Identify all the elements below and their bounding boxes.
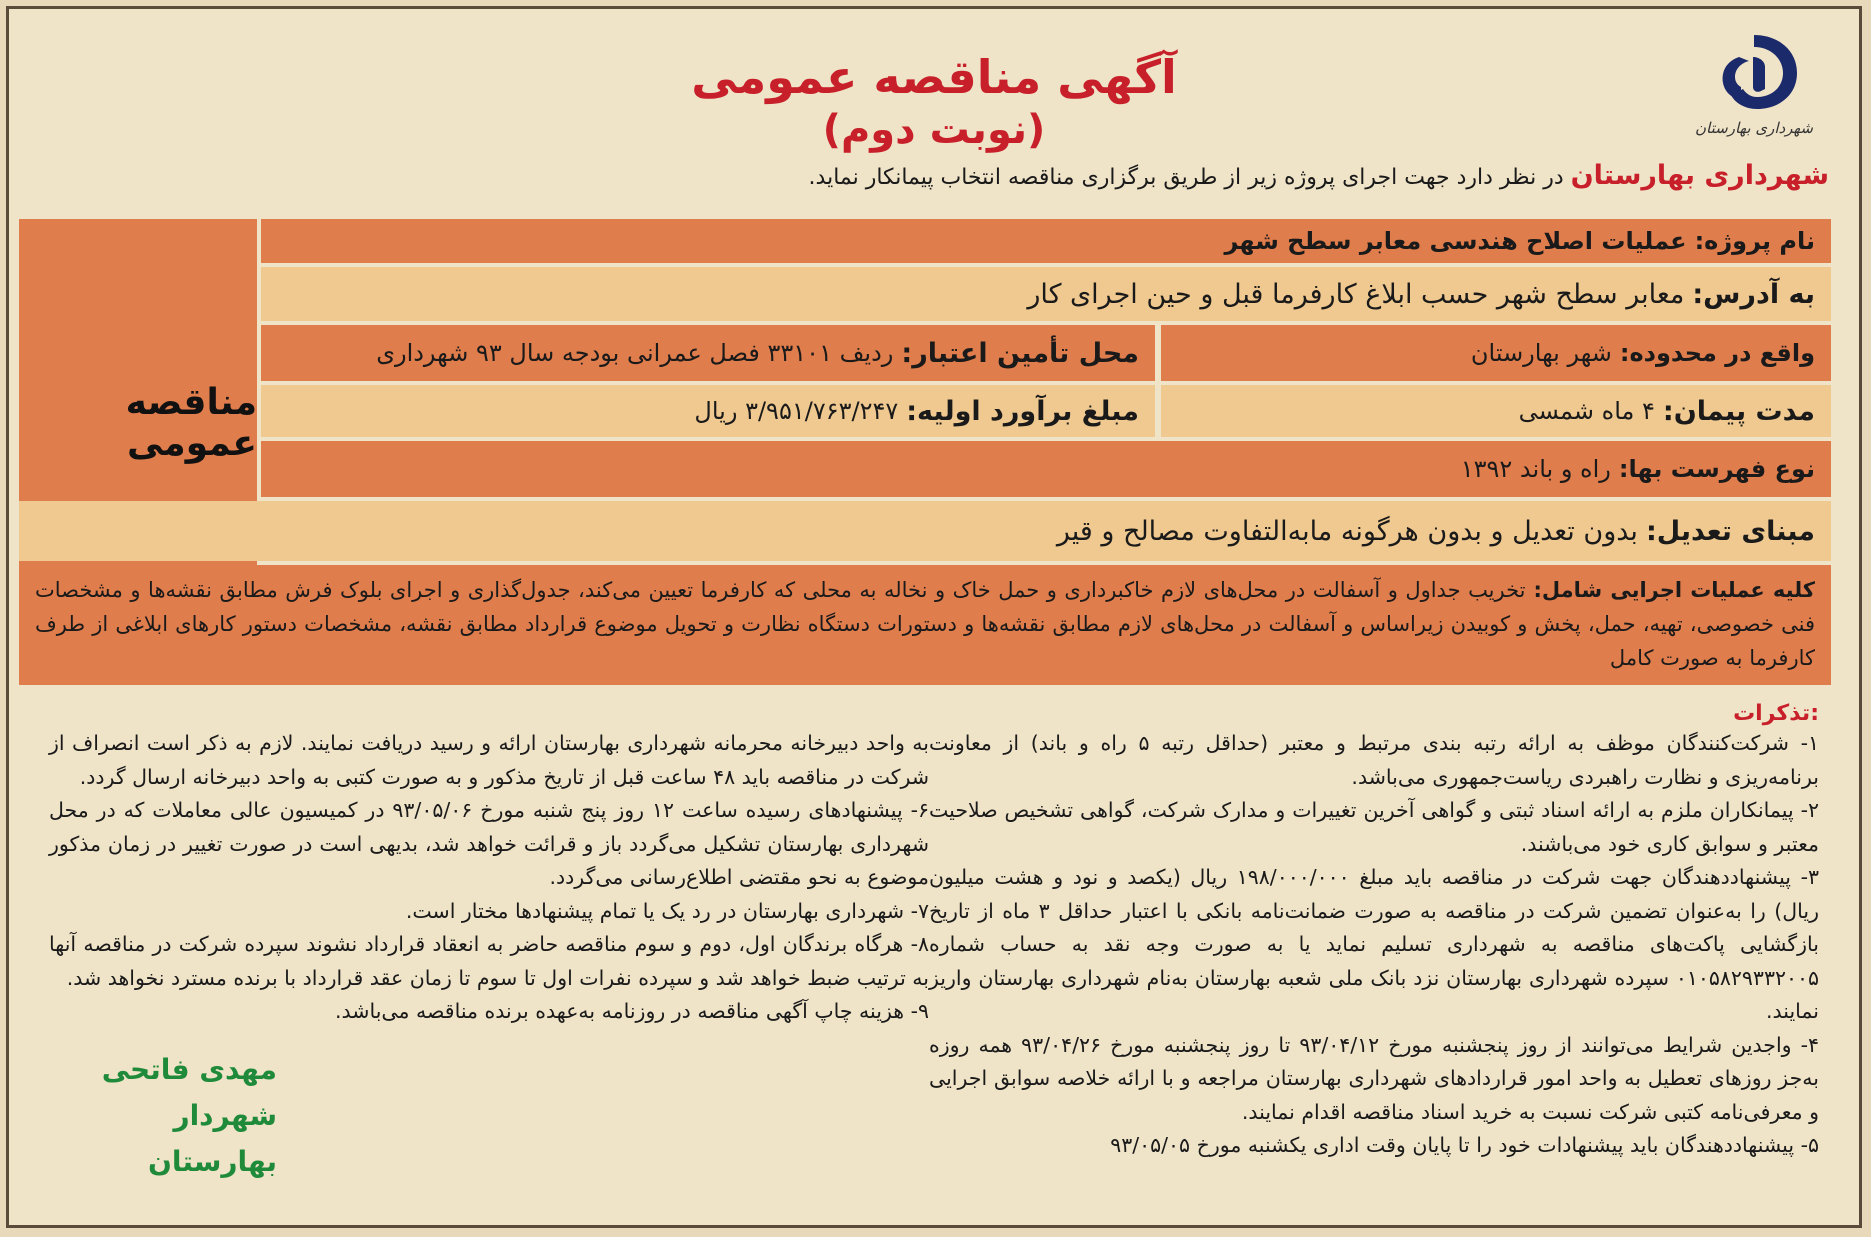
duration-label: مدت پیمان: [1662, 395, 1815, 427]
signature-block [57, 1047, 277, 1185]
project-label: نام پروژه: [1694, 227, 1815, 255]
row-operations [19, 565, 1831, 685]
cell-duration [1161, 385, 1831, 437]
signature-name: مهدی فاتحی [101, 1053, 277, 1086]
cell-estimate [261, 385, 1155, 437]
signature-title: شهردار بهارستان [147, 1099, 277, 1178]
row-address [261, 267, 1831, 321]
address-value: معابر سطح شهر حسب ابلاغ کارفرما قبل و حین اجرای کار [1027, 278, 1685, 310]
logo-caption: شهرداری بهارستان [1695, 119, 1813, 137]
adjust-value: بدون تعدیل و بدون هرگونه مابه‌التفاوت مصالح و قیر [1056, 515, 1638, 547]
notice-frame [6, 6, 1862, 1228]
intro-body: در نظر دارد جهت اجرای پروژه زیر از طریق برگزاری مناقصه انتخاب پیمانکار نماید. [808, 165, 1571, 190]
project-value: عملیات اصلاح هندسی معابر سطح شهر [1224, 227, 1687, 255]
pricelist-label: نوع فهرست بها: [1618, 455, 1815, 483]
estimate-value: ۳/۹۵۱/۷۶۳/۲۴۷ ریال [694, 397, 899, 425]
ops-label: کلیه عملیات اجرایی شامل: [1533, 578, 1815, 602]
duration-value: ۴ ماه شمسی [1518, 397, 1655, 425]
notes-right-column [929, 727, 1819, 1163]
intro-org: شهرداری بهارستان [1570, 160, 1829, 191]
row-project [261, 219, 1831, 263]
note-item: ۱- شرکت‌کنندگان موظف به ارائه رتبه بندی مرتبط و معتبر (حداقل رتبه ۵ راه و باند) از معاونت برنامه‌ریزی و نظارت راهبردی ریاست‌جمهوری می‌باشد. [929, 731, 1819, 789]
note-item: ۹- هزینه چاپ آگهی مناقصه در روزنامه به‌عهده برنده مناقصه می‌باشد. [335, 999, 929, 1023]
address-label: به آدرس: [1692, 278, 1815, 310]
estimate-label: مبلغ برآورد اولیه: [906, 395, 1139, 427]
note-item: ۶- پیشنهادهای رسیده ساعت ۱۲ روز پنج شنبه مورخ ۹۳/۰۵/۰۶ در کمیسیون عالی معاملات که در محل شهرداری بهارستان تشکیل می‌گردد باز و قرائت خواهد شد، بدیهی است در صورت تغییر در زمان مذکور موضوع به نحو مقتضی اطلاع‌رسانی می‌گردد. [49, 798, 930, 889]
funding-label: محل تأمین اعتبار: [901, 337, 1139, 369]
notes-heading: تذکرات: [1733, 701, 1819, 726]
adjust-label: مبنای تعدیل: [1645, 515, 1815, 547]
title-sub: (نوبت دوم) [822, 107, 1046, 153]
cell-region [1161, 325, 1831, 381]
note-item: ۵- پیشنهاددهندگان باید پیشنهادات خود را تا پایان وقت اداری یکشنبه مورخ ۹۳/۰۵/۰۵ [1110, 1133, 1819, 1157]
ops-value: تخریب جداول و آسفالت در محل‌های لازم خاکبرداری و حمل خاک و نخاله به محلی که کارفرما تعیین می‌کند، جدول‌گذاری و اجرای بلوک فرش مطابق نقشه‌ها و مشخصات فنی خصوصی، تهیه، حمل، پخش و کوبیدن زیراساس و آسفالت در محل‌های لازم مطابق نقشه‌ها و دستورات دستگاه نظارت و تحویل موضوع قرارداد مطابق نقشه، مشخصات دستور کارهای ابلاغی از طرف کارفرما به صورت کامل [35, 578, 1815, 670]
intro-text [229, 159, 1829, 195]
project-info-table [19, 219, 1831, 699]
side-label: مناقصه عمومی [125, 382, 257, 464]
notes-left-column [49, 727, 929, 1029]
note-item: ۷- شهرداری بهارستان در رد یک یا تمام پیشنهادها مختار است. [405, 898, 929, 923]
note-item: به واحد دبیرخانه محرمانه شهرداری بهارستان ارائه و رسید دریافت نمایند. لازم به ذکر است انصراف از شرکت در مناقصه باید ۴۸ ساعت قبل از تاریخ مذکور و به صورت کتبی به واحد دبیرخانه ارسال گردد. [49, 731, 929, 789]
title-main: آگهی مناقصه عمومی [691, 50, 1177, 104]
cell-funding [261, 325, 1155, 381]
region-value: شهر بهارستان [1470, 339, 1612, 367]
note-item: ۲- پیمانکاران ملزم به ارائه اسناد ثبتی و گواهی آخرین تغییرات و مدارک شرکت، گواهی تشخیص صلاحیت معتبر و سوابق کاری خود می‌باشند. [929, 798, 1819, 856]
note-item: ۸- هرگاه برندگان اول، دوم و سوم مناقصه حاضر به انعقاد قرارداد نشوند سپرده شرکت در مناقصه آنها به ترتیب ضبط خواهد شد و سپرده نفرات اول تا سوم تا زمان عقد قرارداد با برنده مسترد نخواهد شد. [49, 932, 929, 990]
row-pricelist [261, 441, 1831, 497]
funding-value: ردیف ۳۳۱۰۱ فصل عمرانی بودجه سال ۹۳ شهرداری [376, 339, 894, 367]
note-item: ۴- واجدین شرایط می‌توانند از روز پنجشنبه مورخ ۹۳/۰۴/۱۲ تا روز پنجشنبه مورخ ۹۳/۰۴/۲۶ همه روزه به‌جز روزهای تعطیل به واحد امور قراردادهای شهرداری بهارستان مراجعه و با ارائه خلاصه سوابق اجرایی و معرفی‌نامه کتبی شرکت نسبت به خرید اسناد مناقصه اقدام نمایند. [929, 1032, 1820, 1124]
row-adjustment [19, 501, 1831, 561]
region-label: واقع در محدوده: [1619, 339, 1815, 367]
pricelist-value: راه و باند ۱۳۹۲ [1460, 455, 1611, 483]
note-item: ۳- پیشنهاددهندگان جهت شرکت در مناقصه باید مبلغ ۱۹۸/۰۰۰/۰۰۰ ریال (یکصد و نود و هشت میلیون ریال) را به‌عنوان تضمین شرکت در مناقصه به صورت ضمانت‌نامه بانکی با اعتبار حداقل ۳ ماه از تاریخ بازگشایی پاکت‌های مناقصه به شهرداری تسلیم نماید یا به صورت وجه نقد به حساب شماره ۰۱۰۵۸۲۹۳۳۲۰۰۵ سپرده شهرداری بهارستان نزد بانک ملی شعبه بهارستان به‌نام شهرداری بهارستان واریز نمایند. [929, 865, 1819, 1023]
notice-title [9, 49, 1859, 155]
